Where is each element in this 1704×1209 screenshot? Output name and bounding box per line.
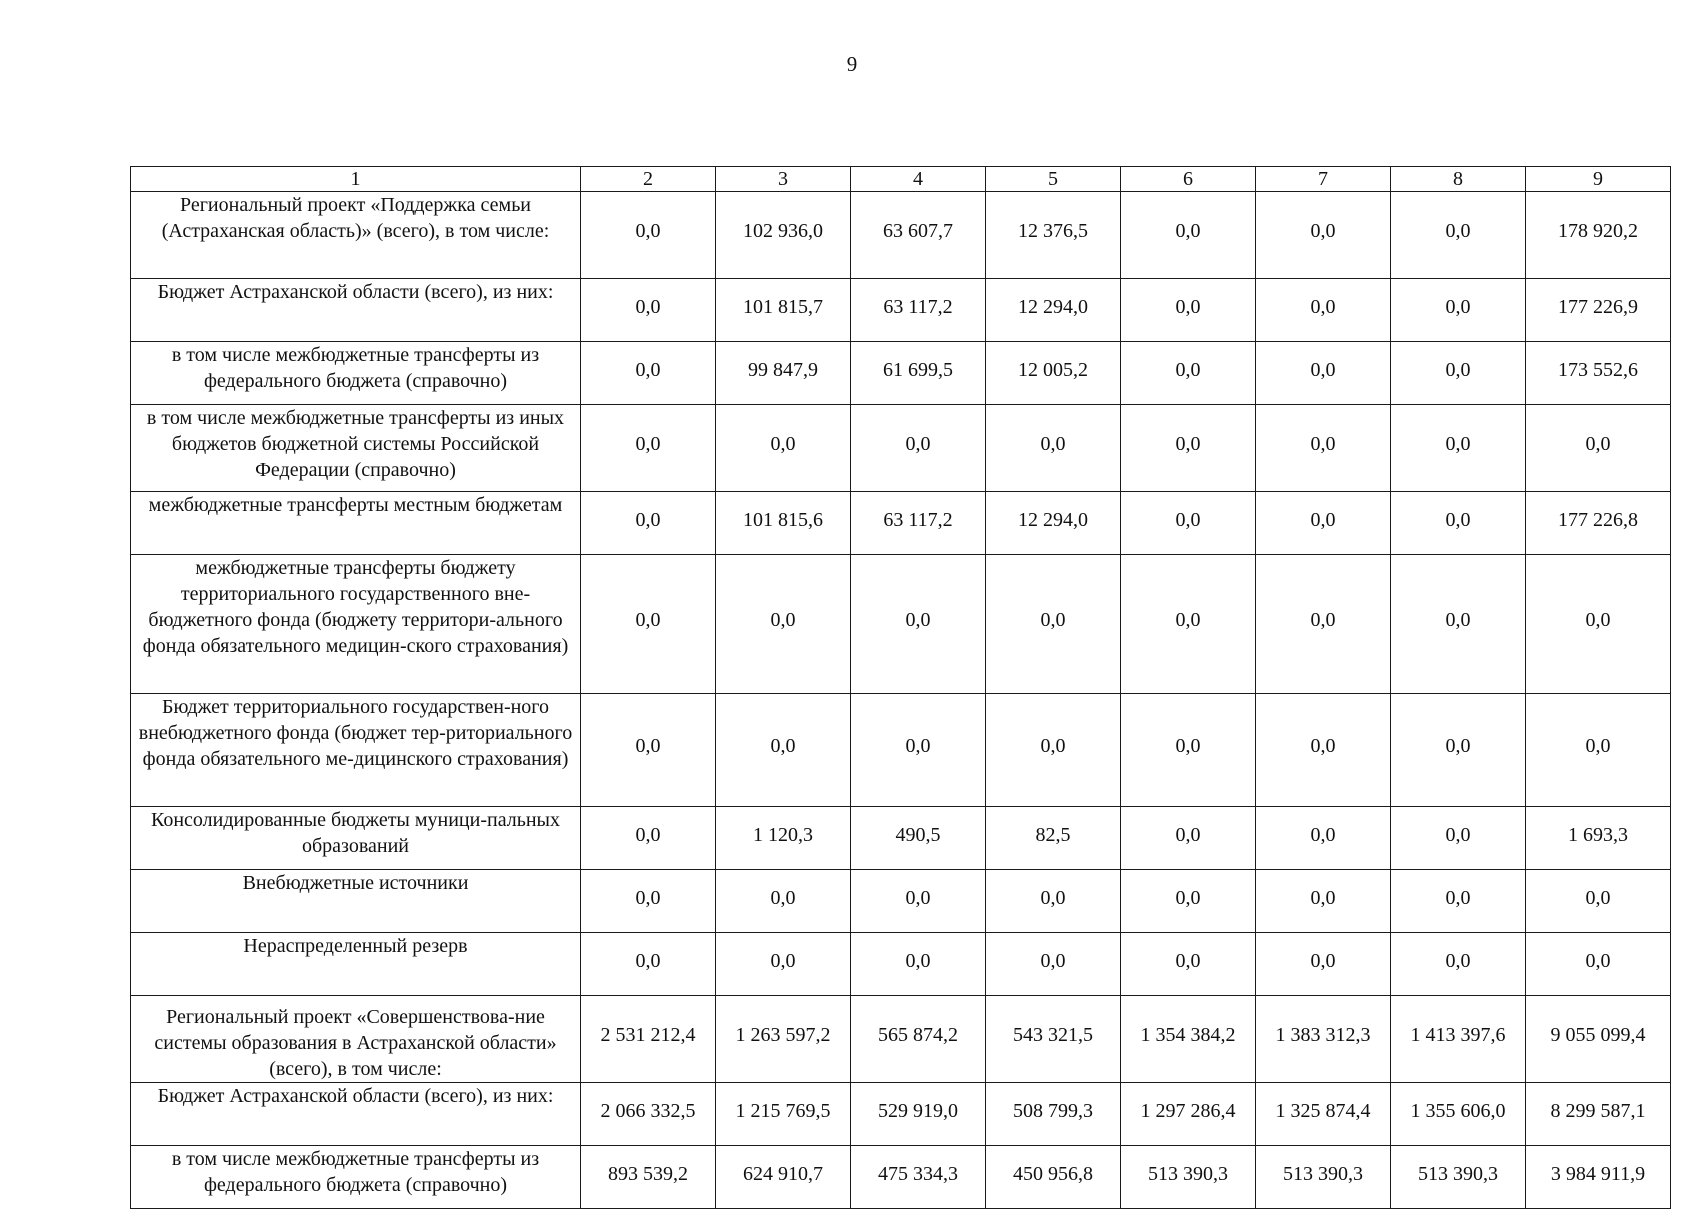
table-cell: 513 390,3 xyxy=(1391,1146,1526,1209)
table-cell: 0,0 xyxy=(581,492,716,555)
table-cell: 543 321,5 xyxy=(986,996,1121,1083)
table-cell: 1 297 286,4 xyxy=(1121,1083,1256,1146)
table-row xyxy=(131,870,1671,933)
table-row xyxy=(131,555,1671,694)
table-cell: 1 355 606,0 xyxy=(1391,1083,1526,1146)
table-row xyxy=(131,807,1671,870)
table-cell: 0,0 xyxy=(1121,694,1256,807)
table-cell: 565 874,2 xyxy=(851,996,986,1083)
table-cell: 3 984 911,9 xyxy=(1526,1146,1671,1209)
table-row xyxy=(131,405,1671,492)
table-cell: 0,0 xyxy=(1391,342,1526,405)
column-header: 1 xyxy=(131,167,581,192)
row-label: в том числе межбюджетные трансферты из иных бюджетов бюджетной системы Российской Федерации (справочно) xyxy=(131,405,581,492)
table-cell: 0,0 xyxy=(1391,405,1526,492)
table-cell: 1 354 384,2 xyxy=(1121,996,1256,1083)
table-cell: 2 531 212,4 xyxy=(581,996,716,1083)
table-cell: 0,0 xyxy=(1526,555,1671,694)
table-cell: 102 936,0 xyxy=(716,192,851,279)
table-cell: 0,0 xyxy=(851,933,986,996)
table-cell: 63 117,2 xyxy=(851,492,986,555)
table-cell: 624 910,7 xyxy=(716,1146,851,1209)
table-cell: 0,0 xyxy=(1121,807,1256,870)
table-cell: 0,0 xyxy=(581,405,716,492)
table-cell: 0,0 xyxy=(716,405,851,492)
table-cell: 0,0 xyxy=(1526,933,1671,996)
table-cell: 450 956,8 xyxy=(986,1146,1121,1209)
table-cell: 508 799,3 xyxy=(986,1083,1121,1146)
table-row xyxy=(131,1146,1671,1209)
table-cell: 63 607,7 xyxy=(851,192,986,279)
column-header: 5 xyxy=(986,167,1121,192)
table-cell: 0,0 xyxy=(1256,555,1391,694)
table-cell: 0,0 xyxy=(986,870,1121,933)
table-cell: 0,0 xyxy=(851,405,986,492)
table-cell: 8 299 587,1 xyxy=(1526,1083,1671,1146)
table-cell: 0,0 xyxy=(1391,807,1526,870)
table-cell: 0,0 xyxy=(1256,492,1391,555)
table-row xyxy=(131,933,1671,996)
table-cell: 0,0 xyxy=(986,555,1121,694)
table-row xyxy=(131,492,1671,555)
table-cell: 893 539,2 xyxy=(581,1146,716,1209)
table-cell: 178 920,2 xyxy=(1526,192,1671,279)
table-cell: 0,0 xyxy=(851,870,986,933)
table-cell: 0,0 xyxy=(716,555,851,694)
table-cell: 12 294,0 xyxy=(986,279,1121,342)
row-label: Консолидированные бюджеты муници-пальных образований xyxy=(131,807,581,870)
column-header: 2 xyxy=(581,167,716,192)
table-cell: 0,0 xyxy=(1256,933,1391,996)
table-cell: 101 815,7 xyxy=(716,279,851,342)
row-label: в том числе межбюджетные трансферты из федерального бюджета (справочно) xyxy=(131,1146,581,1209)
table-cell: 0,0 xyxy=(1121,192,1256,279)
table-cell: 177 226,8 xyxy=(1526,492,1671,555)
table-cell: 513 390,3 xyxy=(1121,1146,1256,1209)
row-label: Нераспределенный резерв xyxy=(131,933,581,996)
table-cell: 0,0 xyxy=(1256,342,1391,405)
table-cell: 0,0 xyxy=(1391,870,1526,933)
table-cell: 0,0 xyxy=(1121,933,1256,996)
table-cell: 0,0 xyxy=(1121,870,1256,933)
table-cell: 101 815,6 xyxy=(716,492,851,555)
row-label: Региональный проект «Совершенствова-ние системы образования в Астраханской области» (всего), в том числе: xyxy=(131,996,581,1083)
row-label: Бюджет территориального государствен-ного внебюджетного фонда (бюджет тер-риториального фонда обязательного ме-дицинского страхования) xyxy=(131,694,581,807)
table-cell: 1 413 397,6 xyxy=(1391,996,1526,1083)
table-header-row xyxy=(131,167,1671,192)
table-cell: 1 263 597,2 xyxy=(716,996,851,1083)
table-cell: 0,0 xyxy=(716,933,851,996)
table-row xyxy=(131,279,1671,342)
table-cell: 0,0 xyxy=(1526,405,1671,492)
table-cell: 0,0 xyxy=(1526,694,1671,807)
table-cell: 475 334,3 xyxy=(851,1146,986,1209)
column-header: 8 xyxy=(1391,167,1526,192)
table-cell: 99 847,9 xyxy=(716,342,851,405)
table-cell: 0,0 xyxy=(1391,192,1526,279)
table-cell: 0,0 xyxy=(1391,694,1526,807)
table-cell: 0,0 xyxy=(1121,279,1256,342)
table-cell: 513 390,3 xyxy=(1256,1146,1391,1209)
table-cell: 9 055 099,4 xyxy=(1526,996,1671,1083)
table-cell: 12 294,0 xyxy=(986,492,1121,555)
table-cell: 0,0 xyxy=(1121,405,1256,492)
table-cell: 0,0 xyxy=(851,694,986,807)
row-label: межбюджетные трансферты местным бюджетам xyxy=(131,492,581,555)
table-cell: 0,0 xyxy=(716,694,851,807)
table-cell: 0,0 xyxy=(986,933,1121,996)
row-label: Региональный проект «Поддержка семьи (Астраханская область)» (всего), в том числе: xyxy=(131,192,581,279)
table-cell: 0,0 xyxy=(1256,279,1391,342)
row-label: в том числе межбюджетные трансферты из федерального бюджета (справочно) xyxy=(131,342,581,405)
table-cell: 0,0 xyxy=(581,933,716,996)
table-cell: 0,0 xyxy=(1256,694,1391,807)
table-cell: 61 699,5 xyxy=(851,342,986,405)
table-cell: 0,0 xyxy=(1121,555,1256,694)
table-cell: 0,0 xyxy=(1256,870,1391,933)
table-cell: 1 325 874,4 xyxy=(1256,1083,1391,1146)
row-label: межбюджетные трансферты бюджету территориального государственного вне-бюджетного фонда (бюджету территори-ального фонда обязательного медицин-ского страхования) xyxy=(131,555,581,694)
table-cell: 1 215 769,5 xyxy=(716,1083,851,1146)
table-cell: 0,0 xyxy=(581,807,716,870)
row-label: Внебюджетные источники xyxy=(131,870,581,933)
table-cell: 0,0 xyxy=(581,342,716,405)
table-row xyxy=(131,996,1671,1083)
table-cell: 1 120,3 xyxy=(716,807,851,870)
table-cell: 63 117,2 xyxy=(851,279,986,342)
column-header: 7 xyxy=(1256,167,1391,192)
table-cell: 490,5 xyxy=(851,807,986,870)
table-cell: 0,0 xyxy=(851,555,986,694)
table-cell: 82,5 xyxy=(986,807,1121,870)
table-row xyxy=(131,1083,1671,1146)
table-cell: 0,0 xyxy=(1391,279,1526,342)
table-cell: 0,0 xyxy=(986,405,1121,492)
table-cell: 0,0 xyxy=(1121,492,1256,555)
table-cell: 0,0 xyxy=(1256,192,1391,279)
table-cell: 0,0 xyxy=(1391,555,1526,694)
table-cell: 0,0 xyxy=(581,192,716,279)
table-cell: 0,0 xyxy=(1391,492,1526,555)
column-header: 4 xyxy=(851,167,986,192)
column-header: 9 xyxy=(1526,167,1671,192)
table-cell: 2 066 332,5 xyxy=(581,1083,716,1146)
row-label: Бюджет Астраханской области (всего), из них: xyxy=(131,279,581,342)
table-cell: 12 376,5 xyxy=(986,192,1121,279)
table-row xyxy=(131,192,1671,279)
table-cell: 1 383 312,3 xyxy=(1256,996,1391,1083)
table-cell: 0,0 xyxy=(581,870,716,933)
table-cell: 177 226,9 xyxy=(1526,279,1671,342)
table-cell: 1 693,3 xyxy=(1526,807,1671,870)
table-cell: 0,0 xyxy=(1391,933,1526,996)
column-header: 6 xyxy=(1121,167,1256,192)
table-cell: 12 005,2 xyxy=(986,342,1121,405)
budget-table xyxy=(130,166,1671,1209)
column-header: 3 xyxy=(716,167,851,192)
table-cell: 0,0 xyxy=(581,694,716,807)
table-row xyxy=(131,342,1671,405)
table-cell: 0,0 xyxy=(716,870,851,933)
table-cell: 529 919,0 xyxy=(851,1083,986,1146)
page-number: 9 xyxy=(846,52,858,76)
table-cell: 0,0 xyxy=(581,279,716,342)
table-cell: 0,0 xyxy=(1256,807,1391,870)
table-cell: 0,0 xyxy=(986,694,1121,807)
table-cell: 0,0 xyxy=(1256,405,1391,492)
table-cell: 173 552,6 xyxy=(1526,342,1671,405)
table-cell: 0,0 xyxy=(1526,870,1671,933)
table-row xyxy=(131,694,1671,807)
table-cell: 0,0 xyxy=(1121,342,1256,405)
row-label: Бюджет Астраханской области (всего), из них: xyxy=(131,1083,581,1146)
table-cell: 0,0 xyxy=(581,555,716,694)
